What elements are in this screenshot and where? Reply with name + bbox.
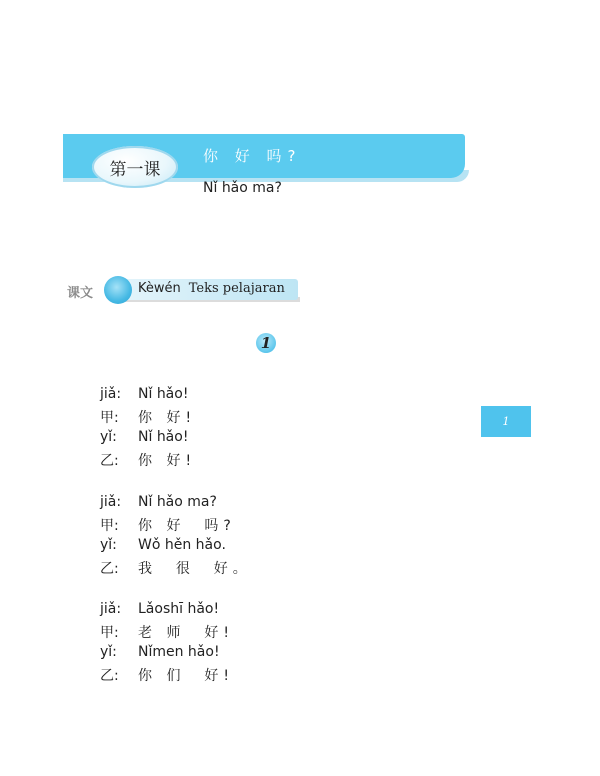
dialogue-line xyxy=(100,494,217,514)
speaker-label: 甲: xyxy=(100,518,119,534)
dialogue-line xyxy=(100,515,236,535)
speaker-label: 甲: xyxy=(100,410,119,426)
line-text: 我 很 好。 xyxy=(138,561,252,577)
speaker-label: jiǎ: xyxy=(100,601,122,617)
line-text: Nǐ hǎo ma? xyxy=(138,494,217,510)
dialogue-line xyxy=(100,558,252,578)
line-text: Nǐmen hǎo! xyxy=(138,644,220,660)
section-circle-icon xyxy=(104,276,132,304)
line-text: Wǒ hěn hǎo. xyxy=(138,537,226,553)
section-title-indonesian: Teks pelajaran xyxy=(188,281,285,296)
lesson-title-chinese: 你 好 吗? xyxy=(203,147,302,165)
line-text: Lǎoshī hǎo! xyxy=(138,601,220,617)
page-number-tab: 1 xyxy=(481,406,531,437)
dialogue-line xyxy=(100,450,196,470)
lesson-badge xyxy=(92,146,178,188)
line-text: 你 好 吗? xyxy=(138,518,236,534)
section-title xyxy=(138,281,285,296)
section-label-chinese: 课文 xyxy=(67,286,94,301)
speaker-label: 乙: xyxy=(100,453,119,469)
speaker-label: jiǎ: xyxy=(100,386,122,402)
dialogue-line xyxy=(100,644,220,664)
dialogue-line xyxy=(100,665,234,685)
speaker-label: 甲: xyxy=(100,625,119,641)
dialogue-line xyxy=(100,622,234,642)
speaker-label: yǐ: xyxy=(100,429,117,445)
line-text: Nǐ hǎo! xyxy=(138,429,189,445)
speaker-label: 乙: xyxy=(100,668,119,684)
dialogue-line xyxy=(100,407,196,427)
speaker-label: yǐ: xyxy=(100,644,117,660)
dialogue-line xyxy=(100,386,188,406)
lesson-badge-label: 第一课 xyxy=(109,159,161,180)
dialogue-number-badge: 1 xyxy=(256,333,276,353)
dialogue-line xyxy=(100,601,219,621)
line-text: 你 们 好! xyxy=(138,668,234,684)
line-text: 你 好! xyxy=(138,453,197,469)
dialogue-line xyxy=(100,537,226,557)
line-text: 老 师 好! xyxy=(138,625,234,641)
speaker-label: 乙: xyxy=(100,561,119,577)
line-text: Nǐ hǎo! xyxy=(138,386,189,402)
speaker-label: jiǎ: xyxy=(100,494,122,510)
section-title-pinyin: Kèwén xyxy=(138,281,181,296)
speaker-label: yǐ: xyxy=(100,537,117,553)
lesson-title-pinyin: Nǐ hǎo ma? xyxy=(203,180,282,196)
line-text: 你 好! xyxy=(138,410,197,426)
dialogue-line xyxy=(100,429,188,449)
